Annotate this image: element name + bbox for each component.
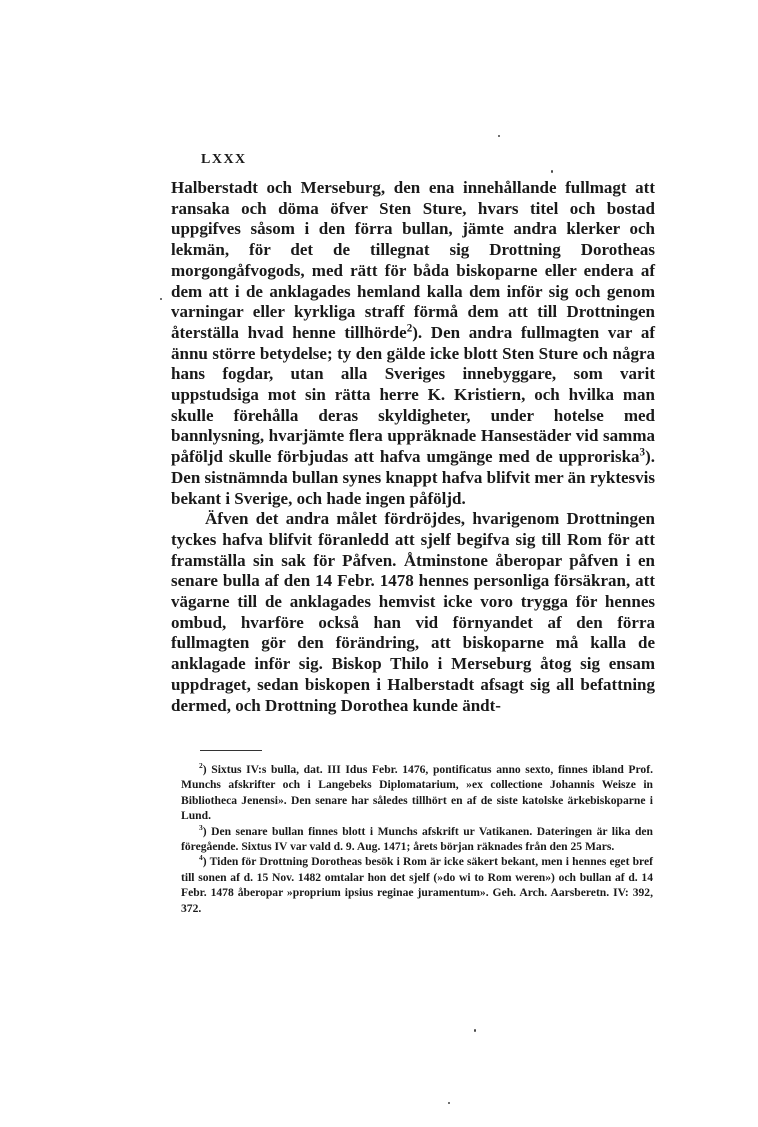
footnote-text: ) Sixtus IV:s bulla, dat. III Idus Febr. 1476, pontificatus anno sexto, finnes ibland Prof. Munchs afskrifter och i Langebeks Diplomatarium, »ex collectione Johannis Weisze in Bibliotheca Jenensi». Den senare har således tillhört en af de siste katolske ärkebiskoparne i Lund. — [181, 763, 653, 823]
paragraph: Äfven det andra målet fördröjdes, hvarigenom Drottningen tyckes hafva blifvit föranledd att sjelf begifva sig till Rom för att framställa sin sak för Påfven. Åtminstone åberopar påfven i en senare bulla af den 14 Febr. 1478 hennes personliga försäkran, att vägarne till de anklagades hemvist icke voro trygga för hennes ombud, hvarföre också han vid förnyandet af den förra fullmagten gör den förändring, att biskoparne må kalla de anklagade inför sig. Biskop Thilo i Merseburg åtog sig ensam uppdraget, sedan biskopen i Halberstadt afsagt sig all befattning dermed, och Drottning Dorothea kunde ändt- — [171, 509, 655, 715]
paragraph-text: ). Den sistnämnda bullan synes knappt hafva blifvit mer än ryktesvis bekant i Sverige, och hade ingen påföljd. — [171, 447, 655, 508]
main-text — [171, 178, 655, 716]
paragraph-text: Halberstadt och Merseburg, den ena innehållande fullmagt att ransaka och döma öfver Sten Sture, hvars titel och bostad uppgifves såsom i den förra bullan, jämte andra klerker och lekmän, för det de tillegnat sig Drottning Dorotheas morgongåfvogods, med rätt för båda biskoparne eller endera af dem att i de anklagades hemland kalla dem inför sig och genom varningar eller kyrkliga straff förmå dem att till Drottningen återställa hvad henne tillhörde — [171, 178, 655, 342]
paragraph — [171, 178, 655, 509]
scan-speck — [448, 1102, 450, 1104]
scan-speck — [160, 298, 162, 300]
page-number: LXXX — [201, 152, 247, 167]
footnote — [181, 824, 653, 855]
footnotes — [181, 762, 653, 916]
footnote-mark: 2 — [199, 761, 203, 771]
scan-speck — [551, 170, 553, 173]
footnote-mark: 4 — [199, 853, 203, 863]
footnote — [181, 854, 653, 916]
footnote-text: ) Tiden för Drottning Dorotheas besök i Rom är icke säkert bekant, men i hennes eget bref till sonen af d. 15 Nov. 1482 omtalar hon det sjelf (»do wi to Rom weren») och bullan af d. 14 Febr. 1478 åberopar »proprium ipsius reginae juramentum». Geh. Arch. Aarsberetn. IV: 392, 372. — [181, 855, 653, 915]
footnote-text: ) Den senare bullan finnes blott i Munchs afskrift ur Vatikanen. Dateringen är lika den föregående. Sixtus IV var vald d. 9. Aug. 1471; årets början räknades från den 25 Mars. — [181, 824, 653, 854]
footnote — [181, 762, 653, 824]
scan-speck — [474, 1029, 476, 1032]
footnote-ref: 2 — [406, 322, 413, 335]
footnote-divider — [200, 750, 262, 751]
footnote-ref: 3 — [639, 446, 646, 459]
scan-speck — [498, 135, 500, 137]
paragraph-text: ). Den andra fullmagten var af ännu större betydelse; ty den gälde icke blott Sten Sture och några hans fogdar, utan alla Sveriges innebyggare, som varit uppstudsiga mot sin rätta herre K. Kristiern, och hvilka man skulle förehålla deras skyldigheter, under hotelse med bannlysning, hvarjämte flera uppräknade Hansestäder vid samma påföljd skulle förbjudas att hafva umgänge med de upproriska — [171, 322, 655, 467]
footnote-mark: 3 — [199, 822, 203, 832]
